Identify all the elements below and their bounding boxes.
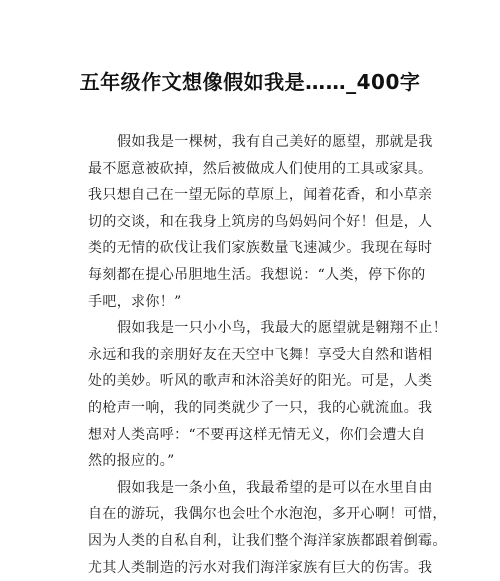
text-line: 假如我是一只小小鸟，我最大的愿望就是翱翔不止！ (88, 315, 422, 342)
text-line: 手吧，求你！” (88, 289, 422, 316)
text-line: 自在的游玩，我偶尔也会吐个水泡泡，多开心啊！可惜， (88, 501, 422, 528)
paragraph-3 (88, 475, 422, 581)
essay-body (88, 129, 422, 581)
text-line: 尤其人类制造的污水对我们海洋家族有巨大的伤害。我 (88, 555, 422, 581)
text-line: 每刻都在提心吊胆地生活。我想说：“人类，停下你的 (88, 262, 422, 289)
text-line: 因为人类的自私自利，让我们整个海洋家族都跟着倒霉。 (88, 528, 422, 555)
text-line: 类的无情的砍伐让我们家族数量飞速减少。我现在每时 (88, 235, 422, 262)
text-line: 永远和我的亲朋好友在天空中飞舞！享受大自然和谐相 (88, 342, 422, 369)
text-line: 假如我是一棵树，我有自己美好的愿望，那就是我 (88, 129, 422, 156)
text-line: 假如我是一条小鱼，我最希望的是可以在水里自由 (88, 475, 422, 502)
text-line: 切的交谈，和在我身上筑房的鸟妈妈问个好！但是，人 (88, 209, 422, 236)
text-line: 想对人类高呼：“不要再这样无情无义，你们会遭大自 (88, 422, 422, 449)
text-line: 最不愿意被砍掉，然后被做成人们使用的工具或家具。 (88, 156, 422, 183)
text-line: 处的美妙。听风的歌声和沐浴美好的阳光。可是，人类 (88, 368, 422, 395)
document-title: 五年级作文想像假如我是……_400字 (0, 66, 500, 95)
text-line: 然的报应的。” (88, 448, 422, 475)
paragraph-2 (88, 315, 422, 475)
text-line: 我只想自己在一望无际的草原上，闻着花香，和小草亲 (88, 182, 422, 209)
text-line: 的枪声一响，我的同类就少了一只，我的心就流血。我 (88, 395, 422, 422)
paragraph-1 (88, 129, 422, 315)
